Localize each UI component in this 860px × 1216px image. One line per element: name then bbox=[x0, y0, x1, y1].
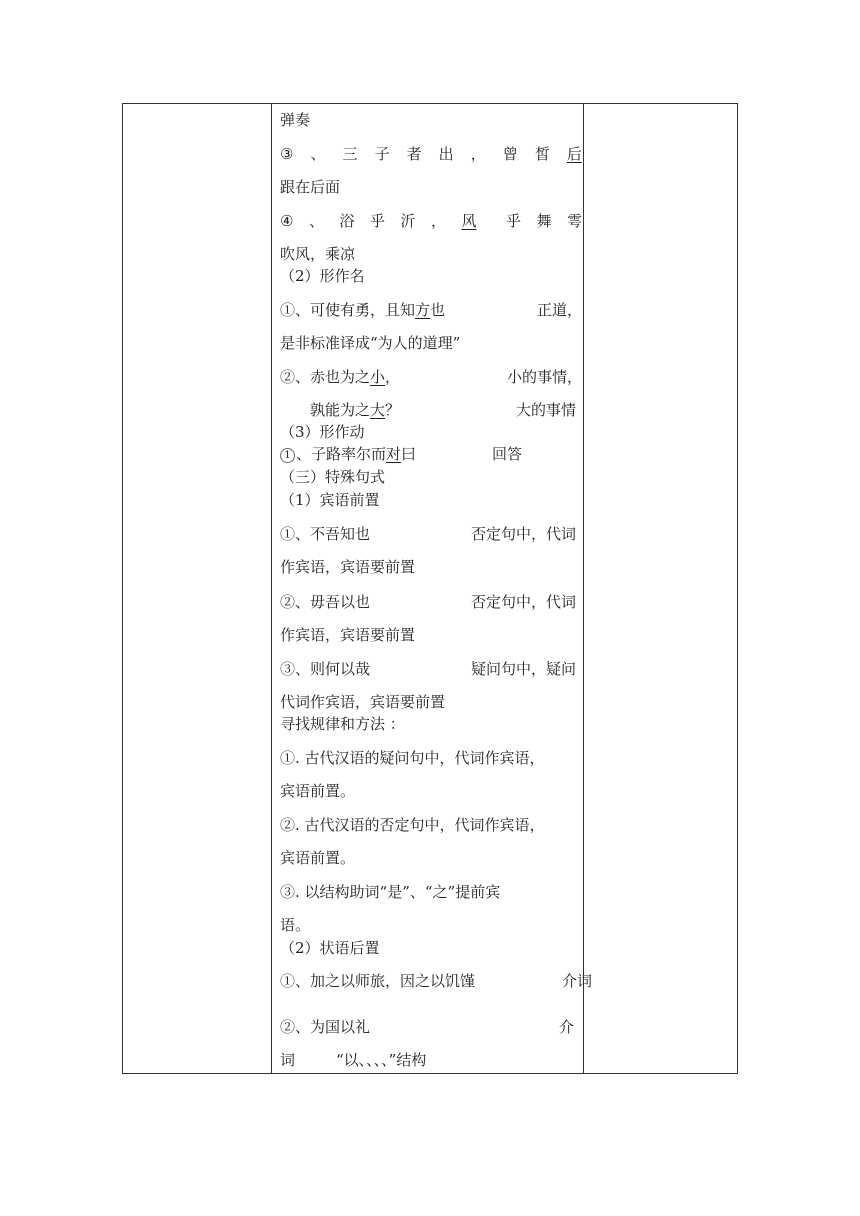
gloss: 大的事情 bbox=[515, 401, 576, 419]
gloss: 否定句中，代词 bbox=[470, 525, 576, 543]
text: ②、为国以礼 bbox=[280, 1018, 371, 1036]
text: 曰 bbox=[401, 445, 417, 463]
line-17 bbox=[280, 592, 582, 612]
line-25: 宾语前置。 bbox=[280, 849, 356, 867]
line-10 bbox=[280, 400, 582, 420]
line-29 bbox=[280, 971, 593, 991]
line-1: 弹奏 bbox=[280, 111, 311, 129]
line-14: （1）宾语前置 bbox=[280, 491, 380, 509]
underlined-word: 后 bbox=[566, 145, 582, 163]
gloss: 小的事情， bbox=[506, 368, 582, 386]
text: 也 bbox=[430, 301, 446, 319]
underlined-word: 对 bbox=[386, 445, 402, 463]
line-15 bbox=[280, 524, 582, 544]
gloss: 回答 bbox=[492, 445, 523, 463]
char: 浴 bbox=[339, 212, 355, 230]
char: 三 bbox=[342, 145, 358, 163]
line-16: 作宾语，宾语要前置 bbox=[280, 558, 416, 576]
char: 、 bbox=[310, 145, 326, 163]
line-31 bbox=[280, 1050, 582, 1070]
line-24: ②. 古代汉语的否定句中，代词作宾语， bbox=[280, 816, 545, 834]
line-6: （2）形作名 bbox=[280, 267, 365, 285]
line-23: 宾语前置。 bbox=[280, 782, 356, 800]
char: 沂 bbox=[400, 212, 416, 230]
line-3: 跟在后面 bbox=[280, 178, 341, 196]
char: 、 bbox=[308, 212, 324, 230]
char: ， bbox=[470, 145, 486, 163]
line-5: 吹风，乘凉 bbox=[280, 245, 356, 263]
text: ③、则何以哉 bbox=[280, 660, 371, 678]
text: 孰能为之 bbox=[310, 401, 371, 419]
gloss-clipped: 介词 bbox=[562, 972, 593, 990]
text: ②、赤也为之 bbox=[280, 368, 371, 386]
text: ？ bbox=[385, 401, 401, 419]
line-20: 代词作宾语，宾语要前置 bbox=[280, 693, 446, 711]
text: ①、不吾知也 bbox=[280, 525, 371, 543]
line-12 bbox=[280, 444, 582, 464]
line-4 bbox=[280, 211, 582, 231]
gloss: “以、、、、”结构 bbox=[336, 1051, 427, 1069]
line-9 bbox=[280, 367, 582, 387]
char: ④ bbox=[280, 212, 294, 230]
gloss: 介 bbox=[558, 1018, 574, 1036]
char: ③ bbox=[280, 145, 294, 163]
underlined-word: 风 bbox=[461, 212, 477, 230]
column-divider-left bbox=[271, 104, 272, 1073]
char: 乎 bbox=[505, 212, 521, 230]
line-28: （2）状语后置 bbox=[280, 939, 380, 957]
line-21: 寻找规律和方法 ： bbox=[280, 715, 405, 733]
line-18: 作宾语，宾语要前置 bbox=[280, 626, 416, 644]
content-cell bbox=[280, 104, 593, 1073]
char: ， bbox=[430, 212, 446, 230]
line-8: 是非标准译成“为人的道理” bbox=[280, 334, 461, 352]
line-2 bbox=[280, 144, 582, 164]
char: 出 bbox=[438, 145, 454, 163]
line-11: （3）形作动 bbox=[280, 423, 365, 441]
circled-number: 1 bbox=[280, 448, 295, 463]
char: 雩 bbox=[566, 212, 582, 230]
gloss: 正道， bbox=[536, 301, 582, 319]
text: ①、加之以师旅，因之以饥馑 bbox=[280, 972, 476, 990]
column-divider-right bbox=[583, 104, 584, 1073]
gloss: 否定句中，代词 bbox=[470, 593, 576, 611]
lesson-table bbox=[122, 103, 738, 1074]
line-19 bbox=[280, 659, 582, 679]
line-22: ①. 古代汉语的疑问句中，代词作宾语， bbox=[280, 749, 545, 767]
text: 词 bbox=[280, 1051, 296, 1069]
gloss: 疑问句中，疑问 bbox=[470, 660, 576, 678]
underlined-word: 小 bbox=[370, 368, 386, 386]
line-13: （三）特殊句式 bbox=[280, 468, 386, 486]
char: 子 bbox=[374, 145, 390, 163]
line-26: ③. 以结构助词“是”、“之”提前宾 bbox=[280, 883, 501, 901]
text: 、子路率尔而 bbox=[296, 445, 387, 463]
text: ， bbox=[385, 368, 401, 386]
char: 者 bbox=[406, 145, 422, 163]
line-30 bbox=[280, 1017, 582, 1037]
text: ②、毋吾以也 bbox=[280, 593, 371, 611]
line-7 bbox=[280, 300, 582, 320]
char: 皙 bbox=[534, 145, 550, 163]
underlined-word: 大 bbox=[370, 401, 386, 419]
underlined-word: 方 bbox=[415, 301, 431, 319]
line-27: 语。 bbox=[280, 916, 311, 934]
char: 曾 bbox=[502, 145, 518, 163]
char: 舞 bbox=[536, 212, 552, 230]
text: ①、可使有勇，且知 bbox=[280, 301, 416, 319]
char: 乎 bbox=[369, 212, 385, 230]
